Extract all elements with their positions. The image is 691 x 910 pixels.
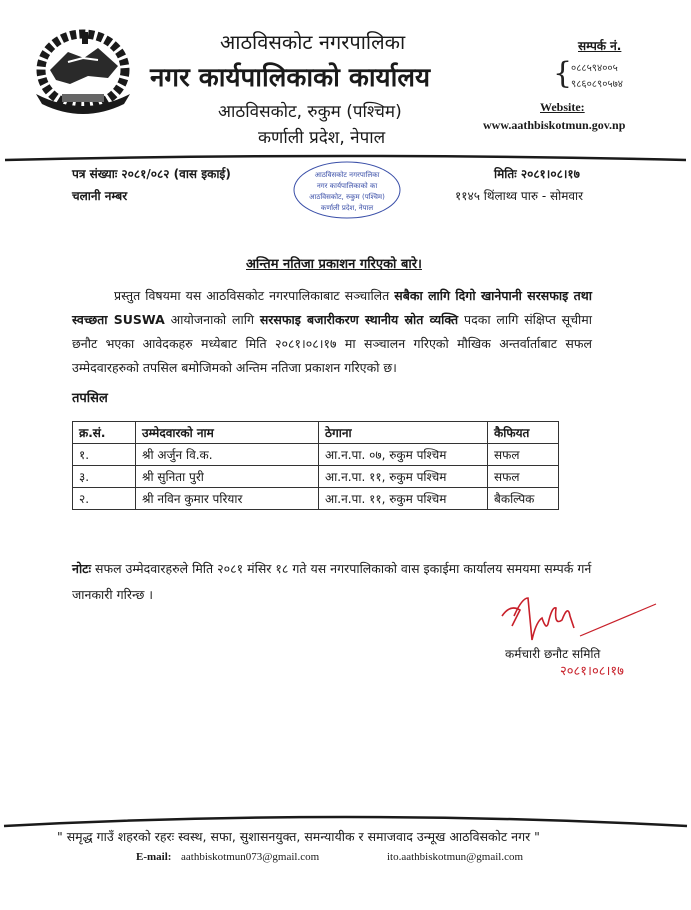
office-stamp [292,160,402,220]
office-name: नगर कार्यपालिकाको कार्यालय [150,63,431,93]
body-bold-2: सरसफाइ बजारीकरण स्थानीय स्रोत व्यक्ति [259,312,459,327]
nepal-emblem-icon [28,28,138,116]
cell-serial: ३. [73,466,136,488]
office-province: कर्णाली प्रदेश, नेपाल [258,128,386,148]
phone-number-1: ०८८५९४००५ [571,63,618,74]
body-bold-1: सबैका लागि दिगो खानेपानी सरसफाइ तथा स्वच्छता SUSWA [72,288,592,327]
body-part-3: पदका लागि संक्षिप्त सूचीमा छनौट भएका आवेदकहरु मध्येबाट मिति २०८१।०८।१७ मा सञ्चालन गरिएको मौखिक अन्तर्वार्ताबाट सफल उम्मेदवारहरुको तपसिल बमोजिमको अन्तिम नतिजा प्रकाशन गरिएको छ। [72,312,592,375]
stamp-line-1: आठविसकोट नगरपालिका [314,171,380,179]
cell-name: श्री सुनिता पुरी [136,466,319,488]
phone-number-2: ९८६०८९०५७४ [571,79,623,90]
results-table [72,421,559,510]
table-row [73,466,559,488]
dispatch-number: चलानी नम्बर [72,189,128,203]
footer-divider [0,814,691,828]
email-label: E-mail: [136,851,172,863]
letter-number: पत्र संख्याः २०८१/०८२ (वास इकाई) [72,167,231,181]
cell-remarks: सफल [488,466,559,488]
col-remarks: कैफियत [488,422,559,444]
signature-date: २०८१।०८।१७ [560,664,624,679]
cell-remarks: बैकल्पिक [488,488,559,510]
col-serial: क्र.सं. [73,422,136,444]
letter-date-nepal-sambat: ११४५ थिंलाथ्व पारु - सोमवार [455,189,584,203]
table-row [73,488,559,510]
cell-remarks: सफल [488,444,559,466]
office-location: आठविसकोट, रुकुम (पश्चिम) [218,102,402,122]
website-link[interactable]: www.aathbiskotmun.gov.np [483,118,626,132]
cell-serial: १. [73,444,136,466]
cell-address: आ.न.पा. ११, रुकुम पश्चिम [319,488,488,510]
letter-body [72,284,592,380]
letter-date: मितिः २०८१।०८।१७ [494,167,580,181]
email-link-primary[interactable]: aathbiskotmun073@gmail.com [181,851,320,863]
municipality-name: आठविसकोट नगरपालिका [220,30,406,54]
cell-name: श्री अर्जुन वि.क. [136,444,319,466]
cell-serial: २. [73,488,136,510]
body-part-2: आयोजनाको लागि [164,312,260,327]
email-link-it[interactable]: ito.aathbiskotmun@gmail.com [387,851,524,863]
committee-name: कर्मचारी छनौट समिति [505,647,601,661]
contact-label: सम्पर्क नं. [578,39,622,53]
cell-name: श्री नविन कुमार परियार [136,488,319,510]
table-heading: तपसिल [72,391,108,406]
letter-subject: अन्तिम नतिजा प्रकाशन गरिएको बारे। [246,257,422,272]
cell-address: आ.न.पा. ११, रुकुम पश्चिम [319,466,488,488]
note-label: नोटः [72,561,92,576]
table-row [73,444,559,466]
website-label: Website: [540,100,585,114]
cell-address: आ.न.पा. ०७, रुकुम पश्चिम [319,444,488,466]
body-part-1: प्रस्तुत विषयमा यस आठविसकोट नगरपालिकाबाट सञ्चालित [114,288,395,303]
handwritten-signature [490,596,660,642]
stamp-line-2: नगर कार्यपालिकाको का [316,182,378,190]
table-header-row [73,422,559,444]
col-address: ठेगाना [319,422,488,444]
brace-glyph: { [553,56,573,91]
note-text: सफल उम्मेदवारहरुले मिति २०८१ मंसिर १८ गते यस नगरपालिकाको वास इकाईमा कार्यालय समयमा सम्पर्क गर्न जानकारी गरिन्छ । [72,561,592,602]
col-candidate-name: उम्मेदवारको नाम [136,422,319,444]
footer-slogan: " समृद्ध गाउँ शहरको रहरः स्वस्थ, सफा, सुशासनयुक्त, समन्यायीक र समाजवाद उन्मूख आठविसकोट नगर " [57,829,540,844]
stamp-line-4: कर्णाली प्रदेश, नेपाल [320,204,374,212]
stamp-line-3: आठविसकोट, रुकुम (पश्चिम) [309,193,385,201]
